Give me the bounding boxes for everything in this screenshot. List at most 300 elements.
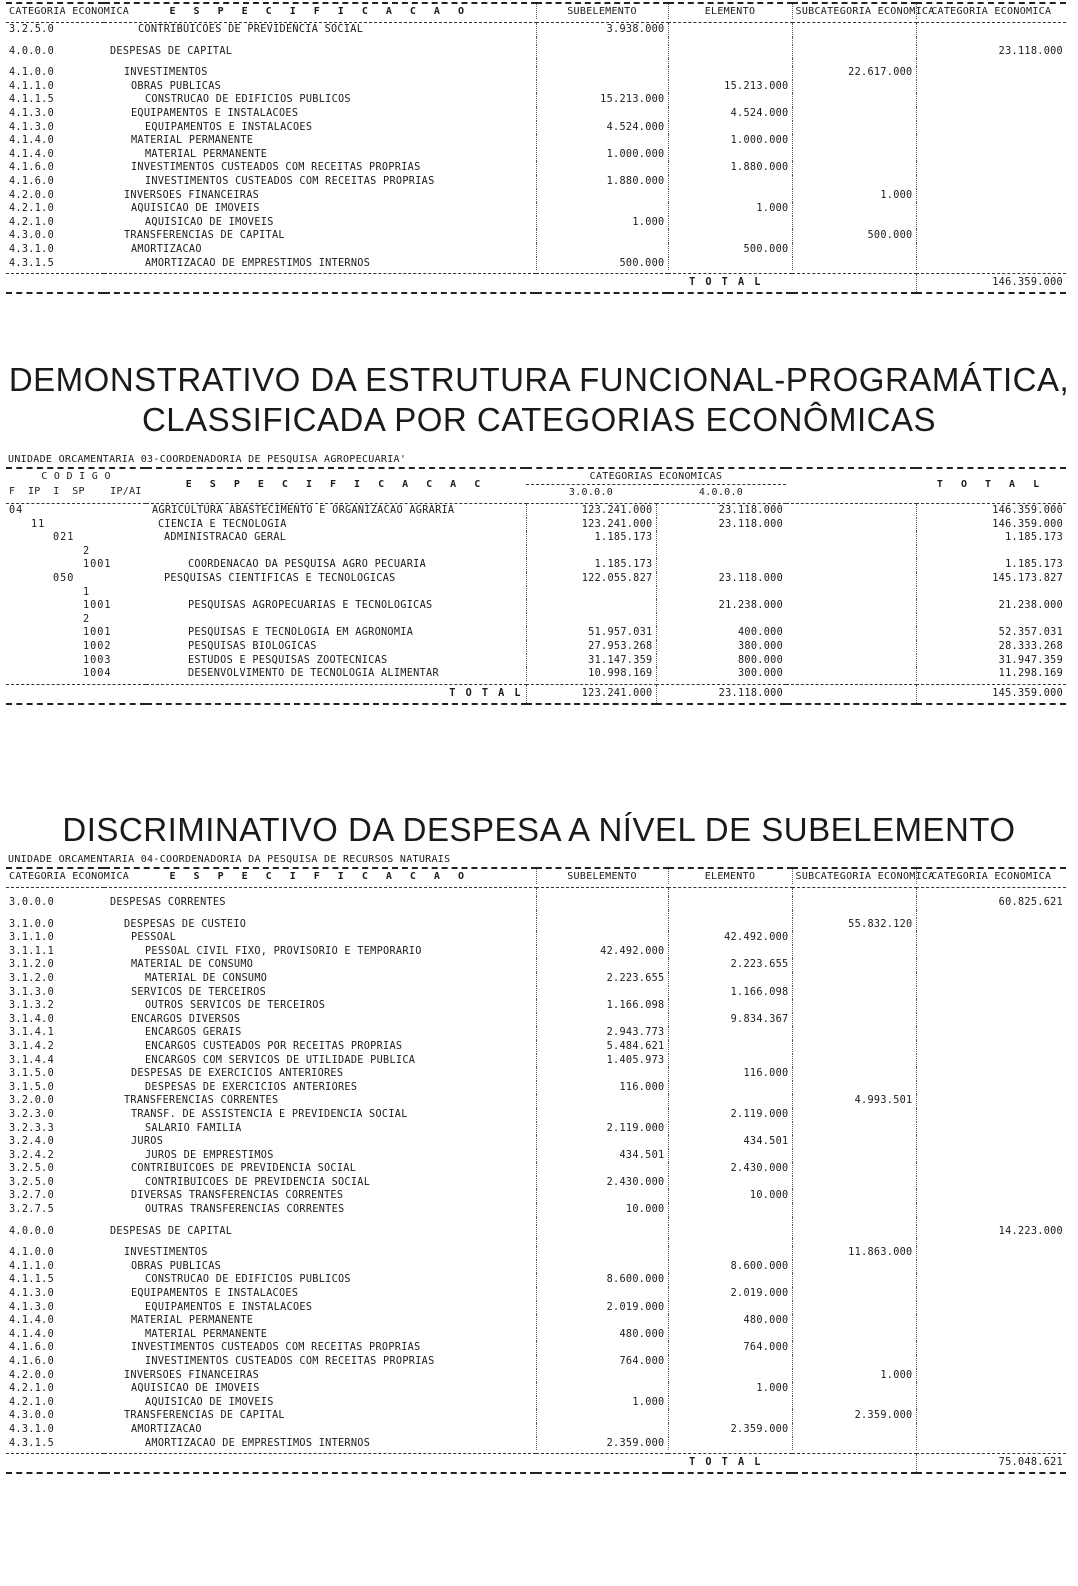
specification-cell: JUROS DE EMPRESTIMOS: [145, 1149, 274, 1161]
element-cell: [668, 972, 792, 986]
total-spacer: [104, 1454, 536, 1474]
total-spacer: [104, 274, 536, 294]
subelement-cell: [536, 986, 668, 1000]
program-code-cell: [6, 599, 146, 613]
code-header: C O D I G O: [41, 470, 111, 482]
budget-unit-label: UNIDADE ORCAMENTARIA 04-COORDENADORIA DA PESQUISA DE RECURSOS NATURAIS: [8, 854, 451, 865]
table-total: [6, 1450, 1066, 1473]
subelement-cell: [536, 896, 668, 910]
subelement-cell: [536, 45, 668, 59]
category-cell: [916, 1054, 1066, 1068]
element-cell: [668, 1409, 792, 1423]
table-row: [6, 1135, 1066, 1149]
specification-cell: CONTRIBUICOES DE PREVIDENCIA SOCIAL: [145, 1176, 371, 1188]
table-row: [6, 1328, 1066, 1342]
subelement-cell: [536, 958, 668, 972]
subelement-cell: 2.943.773: [536, 1026, 668, 1040]
element-cell: [668, 1355, 792, 1369]
specification-cell: INVESTIMENTOS: [124, 1247, 208, 1259]
table-row: [6, 1225, 1066, 1239]
subcategory-cell: [792, 972, 916, 986]
table-row: [6, 918, 1066, 932]
specification-cell: ADMINISTRACAO GERAL: [164, 532, 287, 544]
specification-cell: ENCARGOS CUSTEADOS POR RECEITAS PROPRIAS: [145, 1040, 403, 1052]
subcategory-cell: [792, 1013, 916, 1027]
subelement-section: [0, 852, 1078, 1474]
category-capital-cell: 21.238.000: [656, 599, 786, 613]
subcategory-cell: [792, 257, 916, 271]
specification-cell: INVESTIMENTOS CUSTEADOS COM RECEITAS PROPRIAS: [131, 1342, 421, 1354]
element-cell: [668, 1225, 792, 1239]
subcategory-cell: [792, 23, 916, 37]
category-capital-cell: [656, 613, 786, 627]
category-code-header: CATEGORIA ECONOMICA: [9, 870, 130, 882]
subcategory-cell: [792, 1149, 916, 1163]
element-cell: 2.359.000: [668, 1423, 792, 1437]
category-code-cell: 4.1.1.5: [9, 1274, 55, 1286]
table-row: [6, 1246, 1066, 1260]
category-cell: [916, 107, 1066, 121]
table-row: [6, 1314, 1066, 1328]
specification-cell: TRANSFERENCIAS DE CAPITAL: [124, 230, 285, 242]
subelement-cell: [536, 134, 668, 148]
subcategory-cell: [792, 1437, 916, 1451]
specification-cell: CONSTRUCAO DE EDIFICIOS PUBLICOS: [145, 94, 351, 106]
spacer-cell: [786, 586, 916, 600]
specification-cell: INVERSOES FINANCEIRAS: [124, 1369, 260, 1381]
total-grand: 145.359.000: [916, 684, 1066, 704]
category-header: CATEGORIA ECONOMICA: [916, 3, 1066, 19]
element-cell: [668, 1122, 792, 1136]
total-header: T O T A L: [936, 478, 1046, 490]
specification-cell: EQUIPAMENTOS E INSTALACOES: [145, 1301, 313, 1313]
category-current-cell: 27.953.268: [526, 640, 656, 654]
category-code-cell: 4.1.3.0: [9, 121, 55, 133]
table-row: [6, 148, 1066, 162]
category-cell: [916, 1396, 1066, 1410]
category-code-cell: 4.1.3.0: [9, 1301, 55, 1313]
row-total-cell: 28.333.268: [916, 640, 1066, 654]
category-current-cell: 122.055.827: [526, 572, 656, 586]
cat-col-capital: 4.0.0.0: [698, 486, 744, 498]
category-code-cell: 3.2.0.0: [9, 1095, 55, 1107]
code-project: 1003: [83, 654, 112, 666]
subcategory-cell: [792, 945, 916, 959]
subelement-cell: [536, 1409, 668, 1423]
row-total-cell: 146.359.000: [916, 504, 1066, 518]
element-cell: [668, 1094, 792, 1108]
category-code-cell: 3.1.1.1: [9, 945, 55, 957]
specification-cell: DESPESAS DE EXERCICIOS ANTERIORES: [131, 1068, 344, 1080]
code-project: 1004: [83, 668, 112, 680]
specification-cell: MATERIAL PERMANENTE: [145, 1328, 268, 1340]
specification-cell: AMORTIZACAO: [131, 243, 202, 255]
element-cell: [668, 888, 792, 897]
specification-cell: SALARIO FAMILIA: [145, 1122, 242, 1134]
category-capital-cell: 800.000: [656, 654, 786, 668]
category-capital-cell: [656, 558, 786, 572]
subelement-cell: [536, 910, 668, 918]
program-code-cell: [6, 504, 146, 518]
code-subprogram: 021: [53, 532, 75, 544]
table-row: [6, 667, 1066, 681]
specification-cell: MATERIAL PERMANENTE: [145, 148, 268, 160]
code-program: 11: [31, 518, 46, 530]
element-cell: [668, 1217, 792, 1225]
specification-cell: PESSOAL: [131, 932, 177, 944]
subelement-cell: 116.000: [536, 1081, 668, 1095]
specification-cell: MATERIAL PERMANENTE: [131, 1315, 254, 1327]
element-cell: 1.000: [668, 202, 792, 216]
table-row: [6, 531, 1066, 545]
category-cell: [916, 93, 1066, 107]
subcategory-cell: [792, 1314, 916, 1328]
subelement-cell: 5.484.621: [536, 1040, 668, 1054]
subcategory-cell: [792, 1026, 916, 1040]
category-cell: [916, 1409, 1066, 1423]
element-cell: [668, 1203, 792, 1217]
element-cell: [668, 148, 792, 162]
category-capital-cell: 380.000: [656, 640, 786, 654]
category-code-cell: 3.1.4.1: [9, 1027, 55, 1039]
subcategory-cell: [792, 931, 916, 945]
table-row: [6, 910, 1066, 918]
category-capital-cell: 300.000: [656, 667, 786, 681]
code-project: 1001: [83, 600, 112, 612]
element-cell: 116.000: [668, 1067, 792, 1081]
table-row: [6, 1067, 1066, 1081]
element-cell: [668, 58, 792, 66]
code-project: 2: [83, 545, 91, 557]
element-cell: 8.600.000: [668, 1260, 792, 1274]
program-code-cell: [6, 545, 146, 559]
category-code-cell: 4.1.6.0: [9, 175, 55, 187]
row-total-cell: 31.947.359: [916, 654, 1066, 668]
continuation-table: [6, 2, 1066, 294]
category-code-cell: 3.1.1.0: [9, 932, 55, 944]
table-row: [6, 80, 1066, 94]
element-cell: 500.000: [668, 243, 792, 257]
category-cell: [916, 1094, 1066, 1108]
specification-cell: [104, 1217, 536, 1225]
subcategory-cell: [792, 45, 916, 59]
category-code-cell: 4.1.1.0: [9, 1260, 55, 1272]
spacer-cell: [786, 667, 916, 681]
category-code-cell: 4.2.0.0: [9, 1369, 55, 1381]
subelement-cell: [536, 1189, 668, 1203]
subcategory-cell: [792, 134, 916, 148]
specification-cell: ESTUDOS E PESQUISAS ZOOTECNICAS: [188, 654, 388, 666]
table-row: [6, 1162, 1066, 1176]
row-total-cell: 146.359.000: [916, 518, 1066, 532]
category-code-cell: 4.1.4.0: [9, 1315, 55, 1327]
category-code-cell: 3.2.4.0: [9, 1136, 55, 1148]
category-code-cell: 3.1.2.0: [9, 972, 55, 984]
element-cell: [668, 66, 792, 80]
table-row: [6, 654, 1066, 668]
economic-categories-header: CATEGORIAS ECONOMICAS: [526, 468, 786, 485]
subelement-cell: 2.119.000: [536, 1122, 668, 1136]
functional-section: [0, 452, 1078, 705]
subelement-cell: [536, 58, 668, 66]
element-cell: 2.223.655: [668, 958, 792, 972]
element-cell: [668, 1054, 792, 1068]
element-cell: [668, 896, 792, 910]
table-row: [6, 1369, 1066, 1383]
category-code-cell: [6, 37, 104, 45]
specification-cell: CONTRIBUICOES DE PREVIDENCIA SOCIAL: [138, 24, 364, 35]
table-row: [6, 1355, 1066, 1369]
total-spacer: [6, 684, 146, 704]
category-current-cell: [526, 613, 656, 627]
total-label: T O T A L: [689, 277, 763, 289]
specification-cell: [104, 37, 536, 45]
specification-cell: INVESTIMENTOS CUSTEADOS COM RECEITAS PROPRIAS: [145, 175, 435, 187]
category-code-cell: 4.2.1.0: [9, 1396, 55, 1408]
table-total: [6, 270, 1066, 293]
table-row: [6, 640, 1066, 654]
total-spacer: [6, 274, 104, 294]
subcategory-cell: [792, 121, 916, 135]
category-cell: [916, 1260, 1066, 1274]
specification-header: E S P E C I F I C A C A O: [169, 870, 470, 882]
subelement-cell: 480.000: [536, 1328, 668, 1342]
spec-header: E S P E C I F I C A C A C: [185, 478, 487, 490]
total-value: 146.359.000: [916, 274, 1066, 294]
category-code-cell: 4.1.0.0: [9, 1247, 55, 1259]
category-code-cell: 3.0.0.0: [9, 897, 55, 908]
element-cell: [668, 45, 792, 59]
category-capital-cell: [656, 586, 786, 600]
subelement-cell: [536, 1369, 668, 1383]
subcategory-cell: [792, 1040, 916, 1054]
subcategory-cell: [792, 888, 916, 897]
table-row: [6, 107, 1066, 121]
row-total-cell: [916, 586, 1066, 600]
element-cell: [668, 175, 792, 189]
table-row: [6, 1040, 1066, 1054]
subcategory-cell: [792, 1273, 916, 1287]
specification-cell: PESQUISAS BIOLOGICAS: [188, 640, 317, 652]
subelement-cell: 8.600.000: [536, 1273, 668, 1287]
category-cell: [916, 1314, 1066, 1328]
table-row: [6, 257, 1066, 271]
category-code-cell: 3.2.3.3: [9, 1122, 55, 1134]
subelement-table: [6, 867, 1066, 1474]
subcategory-cell: [792, 93, 916, 107]
specification-cell: DESPESAS DE CAPITAL: [110, 45, 233, 57]
subcategory-cell: [792, 1355, 916, 1369]
table-row: [6, 599, 1066, 613]
table-header: [6, 868, 1066, 888]
code-project: 1001: [83, 559, 112, 571]
specification-cell: AQUISICAO DE IMOVEIS: [145, 216, 274, 228]
category-code-cell: 3.2.4.2: [9, 1149, 55, 1161]
specification-cell: PESQUISAS CIENTIFICAS E TECNOLOGICAS: [164, 572, 396, 584]
category-cell: [916, 189, 1066, 203]
category-capital-cell: [656, 531, 786, 545]
subcategory-cell: [792, 1122, 916, 1136]
category-current-cell: 51.957.031: [526, 626, 656, 640]
element-cell: [668, 1301, 792, 1315]
element-cell: 764.000: [668, 1341, 792, 1355]
subcategory-cell: [792, 1225, 916, 1239]
element-cell: [668, 1026, 792, 1040]
table-row: [6, 1409, 1066, 1423]
category-code-cell: 3.1.3.0: [9, 986, 55, 998]
page-title-line-2: CLASSIFICADA POR CATEGORIAS ECONÔMICAS: [141, 401, 937, 438]
subelement-cell: 1.000.000: [536, 148, 668, 162]
element-header: ELEMENTO: [668, 3, 792, 19]
category-code-cell: 3.1.5.0: [9, 1068, 55, 1080]
table-row: [6, 121, 1066, 135]
subelement-cell: [536, 1314, 668, 1328]
category-code-cell: 3.1.4.0: [9, 1013, 55, 1025]
subcategory-cell: [792, 161, 916, 175]
element-cell: 1.000: [668, 1382, 792, 1396]
table-row: [6, 58, 1066, 66]
category-cell: [916, 1301, 1066, 1315]
element-cell: [668, 257, 792, 271]
category-code-cell: 3.2.5.0: [9, 1176, 55, 1188]
subcategory-cell: [792, 1423, 916, 1437]
spacer-cell: [786, 654, 916, 668]
specification-cell: PESQUISAS AGROPECUARIAS E TECNOLOGICAS: [188, 600, 433, 612]
category-cell: [916, 1122, 1066, 1136]
element-cell: [668, 1238, 792, 1246]
specification-cell: EQUIPAMENTOS E INSTALACOES: [145, 121, 313, 133]
element-cell: [668, 910, 792, 918]
table-row: [6, 216, 1066, 230]
category-code-cell: 3.1.4.2: [9, 1040, 55, 1052]
category-code-cell: 4.3.1.0: [9, 243, 55, 255]
subcategory-cell: 22.617.000: [792, 66, 916, 80]
subcategory-cell: [792, 148, 916, 162]
category-code-cell: 4.1.6.0: [9, 1356, 55, 1367]
table-row: [6, 1189, 1066, 1203]
row-total-cell: [916, 613, 1066, 627]
element-cell: [668, 229, 792, 243]
category-cell: [916, 1287, 1066, 1301]
subelement-cell: [536, 1162, 668, 1176]
row-total-cell: 1.185.173: [916, 531, 1066, 545]
spacer-cell: [786, 518, 916, 532]
category-cell: [916, 1067, 1066, 1081]
table-row: [6, 1423, 1066, 1437]
subcategory-header: SUBCATEGORIA ECONOMICA: [792, 3, 916, 19]
subcategory-cell: [792, 1328, 916, 1342]
specification-cell: AMORTIZACAO DE EMPRESTIMOS INTERNOS: [145, 257, 371, 269]
category-cell: [916, 134, 1066, 148]
header-row: [6, 3, 1066, 19]
subcategory-cell: [792, 1135, 916, 1149]
category-cell: [916, 945, 1066, 959]
subcategory-cell: 4.993.501: [792, 1094, 916, 1108]
subelement-cell: [536, 1238, 668, 1246]
table-row: [6, 23, 1066, 37]
element-cell: 15.213.000: [668, 80, 792, 94]
specification-cell: INVESTIMENTOS: [124, 67, 208, 79]
table-row: [6, 134, 1066, 148]
element-cell: 2.430.000: [668, 1162, 792, 1176]
element-cell: [668, 93, 792, 107]
row-total-cell: [916, 545, 1066, 559]
element-cell: [668, 1149, 792, 1163]
subelement-cell: [536, 243, 668, 257]
element-cell: 9.834.367: [668, 1013, 792, 1027]
specification-cell: [146, 613, 526, 627]
category-code-cell: 4.1.4.0: [9, 148, 55, 160]
specification-cell: ENCARGOS COM SERVICOS DE UTILIDADE PUBLICA: [145, 1054, 416, 1066]
spacer-cell: [786, 572, 916, 586]
subelement-cell: [536, 1108, 668, 1122]
category-cell: [916, 931, 1066, 945]
category-code-header: CATEGORIA ECONOMICA: [9, 5, 130, 17]
table-row: [6, 1108, 1066, 1122]
specification-cell: [104, 910, 536, 918]
row-total-cell: 11.298.169: [916, 667, 1066, 681]
category-code-cell: 4.3.1.0: [9, 1423, 55, 1435]
table-row: [6, 243, 1066, 257]
subelement-cell: [536, 1382, 668, 1396]
table-row: [6, 1081, 1066, 1095]
subcategory-cell: [792, 1260, 916, 1274]
program-code-cell: [6, 654, 146, 668]
category-code-cell: [6, 1238, 104, 1246]
category-cell: [916, 216, 1066, 230]
table-row: [6, 626, 1066, 640]
subcategory-cell: [792, 910, 916, 918]
table-row: [6, 175, 1066, 189]
category-cell: [916, 229, 1066, 243]
table-row: [6, 1382, 1066, 1396]
element-cell: 434.501: [668, 1135, 792, 1149]
spacer-cell: [786, 626, 916, 640]
table-row: [6, 1273, 1066, 1287]
category-code-cell: 4.1.6.0: [9, 1342, 55, 1354]
program-code-cell: [6, 518, 146, 532]
category-current-cell: 1.185.173: [526, 531, 656, 545]
category-current-cell: [526, 599, 656, 613]
table-row: [6, 945, 1066, 959]
category-code-cell: [6, 58, 104, 66]
specification-cell: INVESTIMENTOS CUSTEADOS COM RECEITAS PROPRIAS: [145, 1356, 435, 1367]
table-row: [6, 586, 1066, 600]
specification-cell: CONTRIBUICOES DE PREVIDENCIA SOCIAL: [131, 1163, 357, 1175]
table-row: [6, 1341, 1066, 1355]
spacer-cell: [786, 558, 916, 572]
element-cell: 4.524.000: [668, 107, 792, 121]
subcategory-cell: [792, 958, 916, 972]
category-cell: [916, 1382, 1066, 1396]
category-cell: [916, 243, 1066, 257]
category-cell: 23.118.000: [916, 45, 1066, 59]
table-row: [6, 999, 1066, 1013]
element-cell: [668, 1246, 792, 1260]
table-header: [6, 468, 1066, 504]
table-row: [6, 518, 1066, 532]
title-block-2: [0, 810, 1078, 850]
specification-cell: DESPESAS DE CAPITAL: [110, 1225, 233, 1237]
specification-cell: TRANSFERENCIAS DE CAPITAL: [124, 1410, 285, 1422]
table-row: [6, 972, 1066, 986]
specification-cell: AGRICULTURA ABASTECIMENTO E ORGANIZACAO AGRARIA: [152, 505, 455, 516]
specification-cell: DESENVOLVIMENTO DE TECNOLOGIA ALIMENTAR: [188, 668, 439, 680]
program-code-cell: [6, 572, 146, 586]
element-cell: [668, 216, 792, 230]
specification-cell: [104, 58, 536, 66]
element-cell: [668, 1273, 792, 1287]
